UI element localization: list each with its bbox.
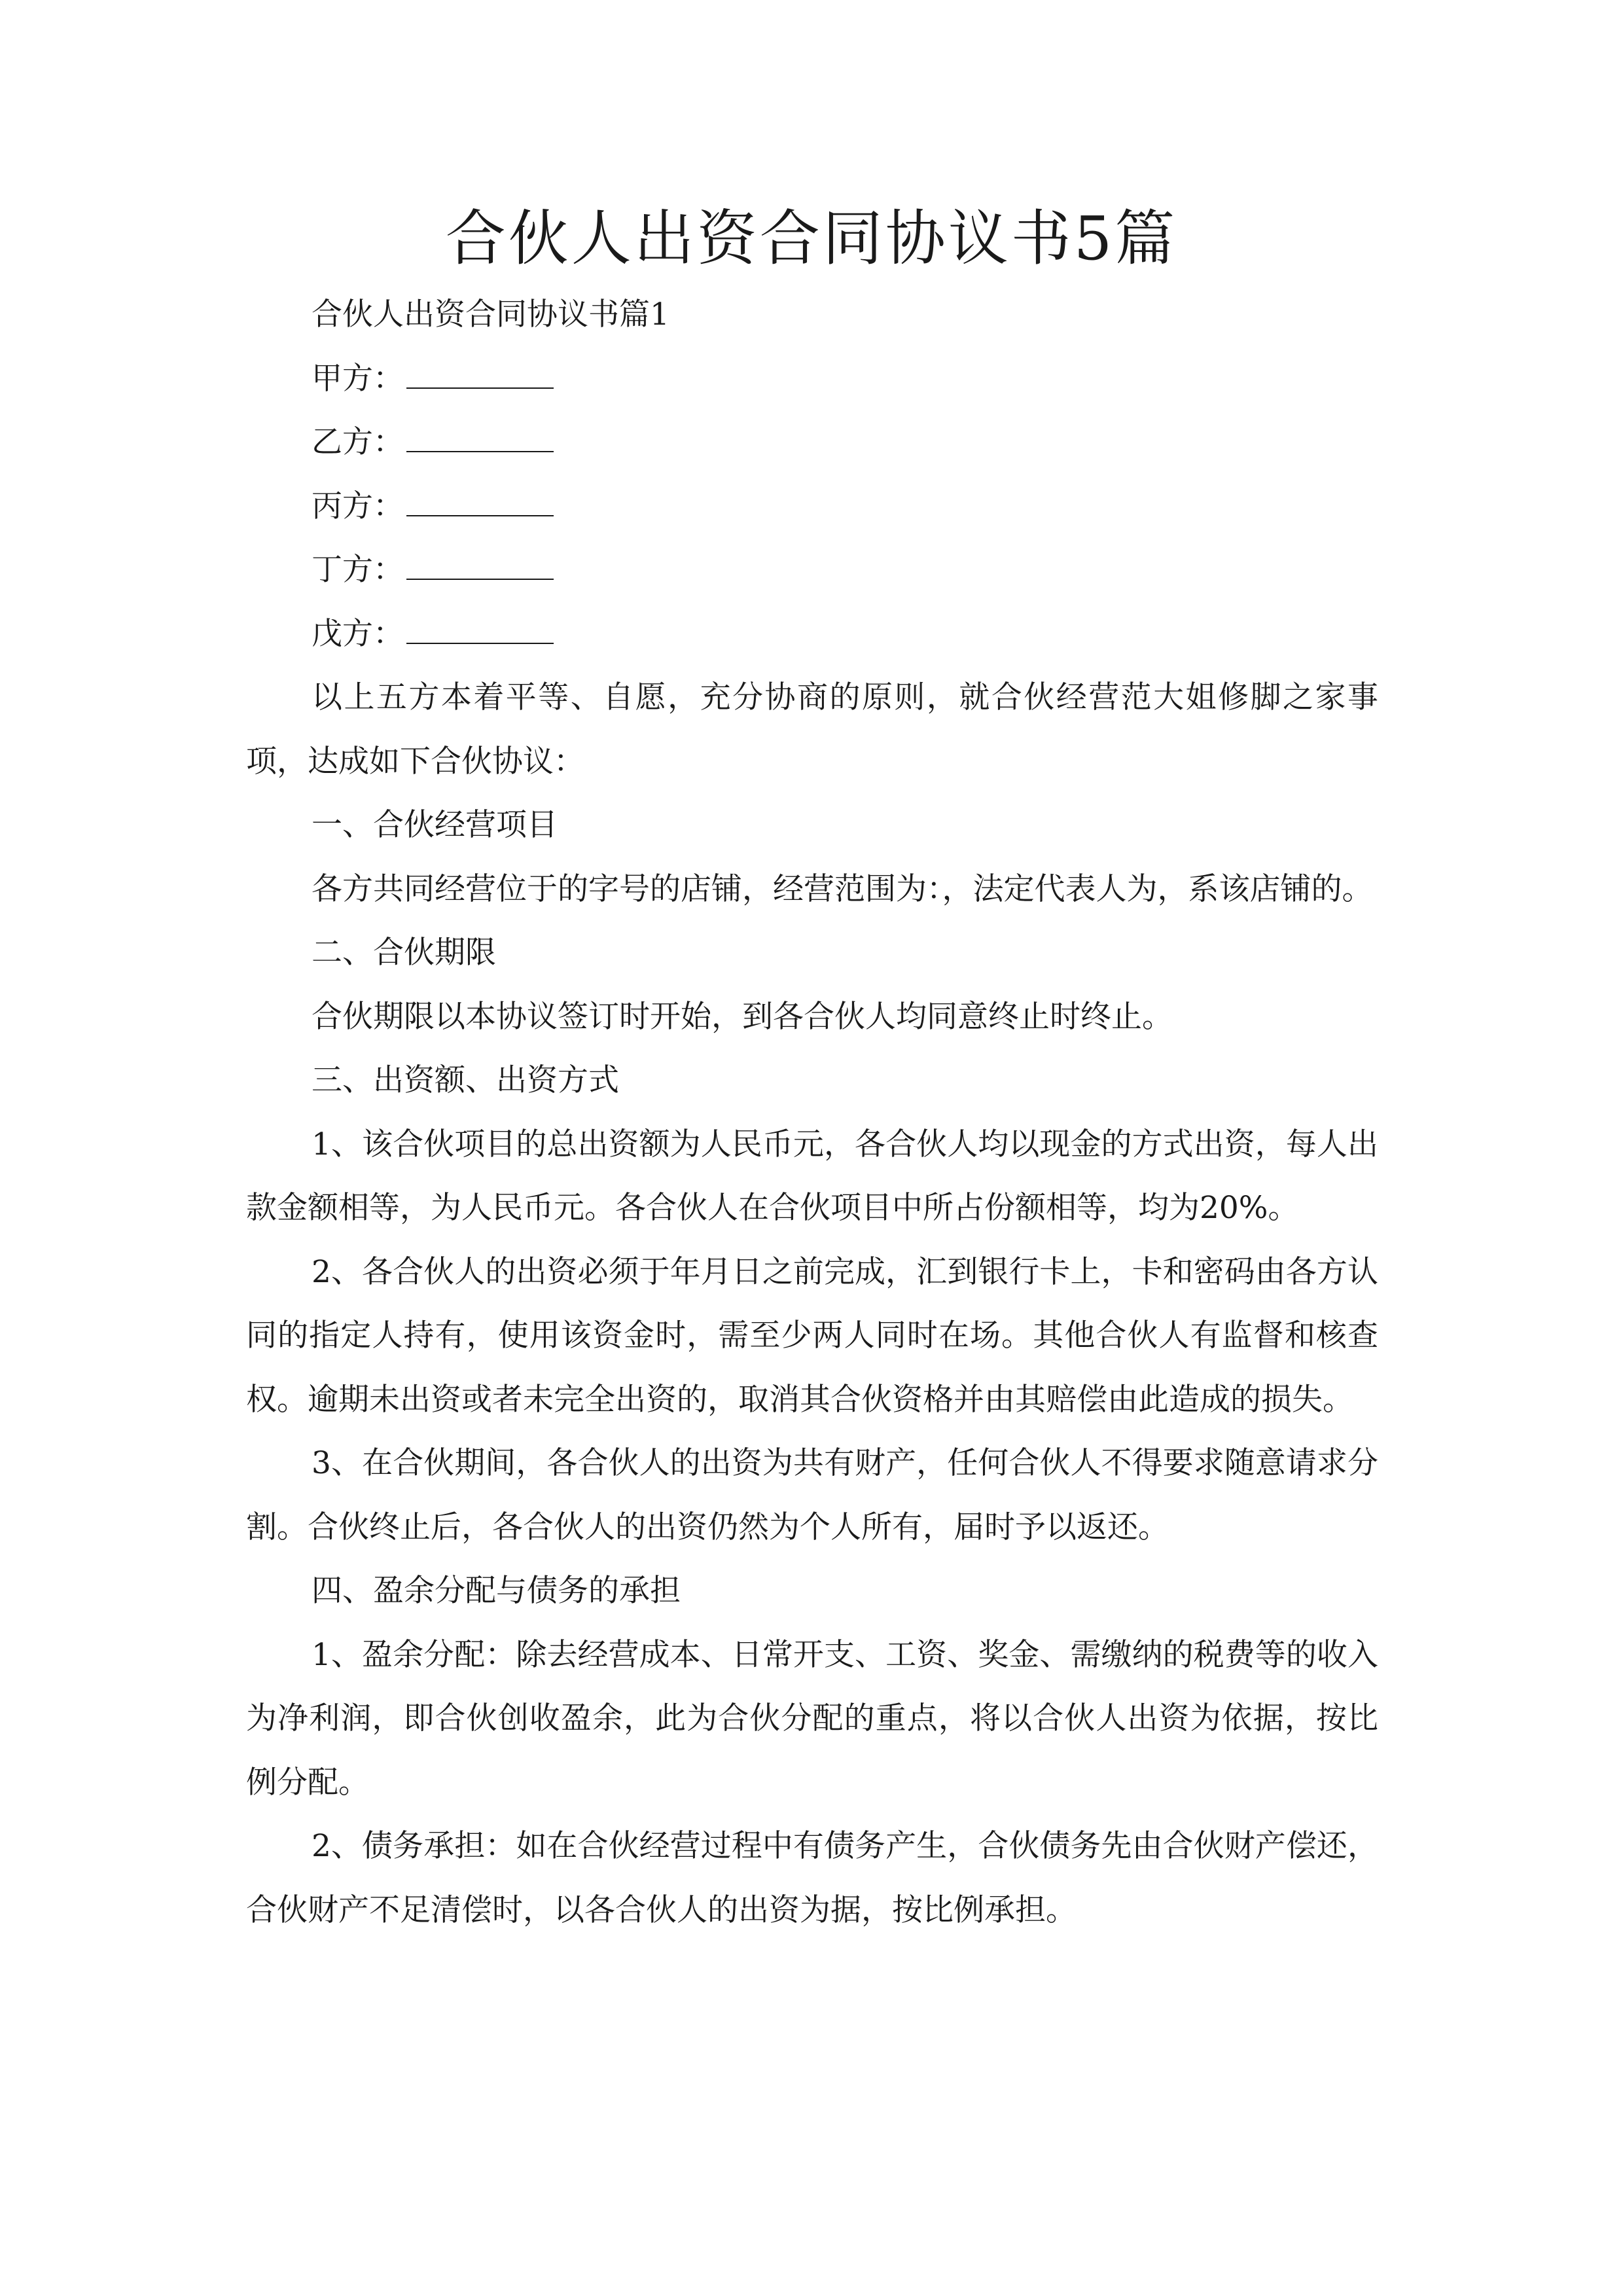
party-label: 丙方： — [312, 488, 404, 524]
party-blank — [406, 617, 554, 644]
party-blank — [406, 361, 554, 389]
section-subtitle: 合伙人出资合同协议书篇1 — [312, 296, 669, 332]
paragraph: 2、债务承担：如在合伙经营过程中有债务产生，合伙债务先由合伙财产偿还，合伙财产不足清偿时，以各合伙人的出资为据，按比例承担。 — [246, 1828, 1378, 1928]
party-blank — [406, 425, 554, 452]
section-heading-1: 一、合伙经营项目 — [312, 807, 558, 843]
paragraph: 1、盈余分配：除去经营成本、日常开支、工资、奖金、需缴纳的税费等的收入为净利润，即合伙创收盈余，此为合伙分配的重点，将以合伙人出资为依据，按比例分配。 — [246, 1636, 1378, 1801]
party-line-yi — [246, 410, 1378, 475]
paragraph: 合伙期限以本协议签订时开始，到各合伙人均同意终止时终止。 — [312, 998, 1173, 1035]
paragraph-intro: 以上五方本着平等、自愿，充分协商的原则，就合伙经营范大姐修脚之家事项，达成如下合伙协议： — [246, 679, 1378, 780]
party-line-ding — [246, 538, 1378, 602]
section-heading-4: 四、盈余分配与债务的承担 — [312, 1573, 681, 1609]
party-label: 甲方： — [312, 360, 404, 397]
section-heading-3: 三、出资额、出资方式 — [312, 1062, 619, 1098]
party-label: 乙方： — [312, 424, 404, 460]
paragraph: 2、各合伙人的出资必须于年月日之前完成，汇到银行卡上，卡和密码由各方认同的指定人持有，使用该资金时，需至少两人同时在场。其他合伙人有监督和核查权。逾期未出资或者未完全出资的，取消其合伙资格并由其赔偿由此造成的损失。 — [246, 1253, 1378, 1418]
party-line-wu — [246, 602, 1378, 666]
paragraph: 1、该合伙项目的总出资额为人民币元，各合伙人均以现金的方式出资，每人出款金额相等，为人民币元。各合伙人在合伙项目中所占份额相等，均为20%。 — [246, 1126, 1378, 1226]
party-line-jia — [246, 347, 1378, 411]
party-blank — [406, 552, 554, 580]
paragraph: 各方共同经营位于的字号的店铺，经营范围为：，法定代表人为，系该店铺的。 — [312, 870, 1373, 907]
document-body — [246, 283, 1378, 1942]
party-line-bing — [246, 475, 1378, 539]
party-blank — [406, 489, 554, 516]
party-label: 戊方： — [312, 615, 404, 652]
party-label: 丁方： — [312, 552, 404, 588]
paragraph: 3、在合伙期间，各合伙人的出资为共有财产，任何合伙人不得要求随意请求分割。合伙终止后，各合伙人的出资仍然为个人所有，届时予以返还。 — [246, 1445, 1378, 1545]
document-title: 合伙人出资合同协议书5篇 — [445, 204, 1178, 274]
section-heading-2: 二、合伙期限 — [312, 935, 496, 971]
